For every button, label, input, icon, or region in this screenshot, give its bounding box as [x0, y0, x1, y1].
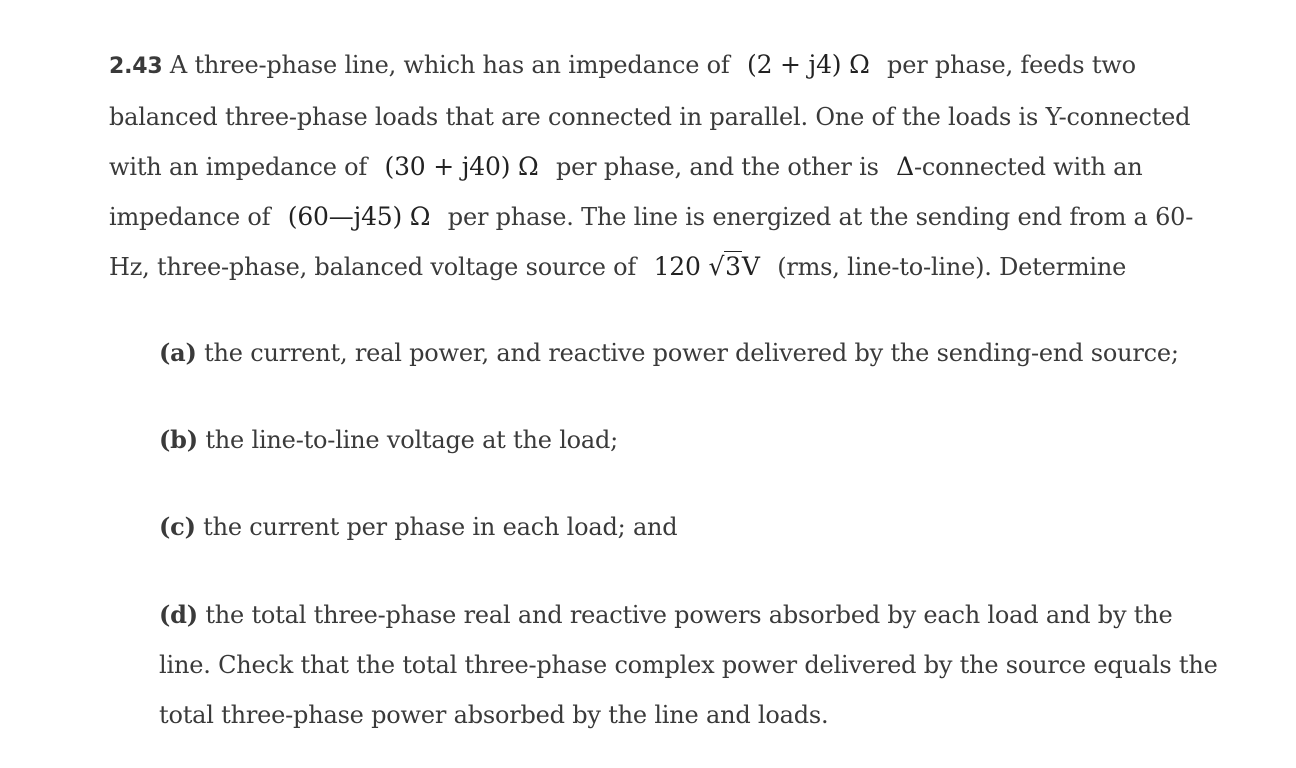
part-text: the total three-phase real and reactive powers absorbed by each load and by the line. Check that the total three-phase complex power delivered by the source equals the total three-phase power absorbed by the line and loads.	[159, 601, 1218, 729]
line-impedance-math: (2 + j4) Ω	[747, 50, 870, 79]
problem-text-5: per phase. The line is energized at the sending end from a 60-Hz, three-phase, balanced voltage source of	[109, 203, 1194, 281]
part-label: (b)	[159, 425, 198, 454]
part-label: (d)	[159, 600, 198, 629]
delta-symbol-math: Δ	[896, 152, 914, 181]
problem-text-1: A three-phase line, which has an impedance of	[169, 51, 730, 79]
sqrt-radicand: 3	[725, 252, 741, 281]
problem-statement	[109, 40, 1219, 292]
part-d	[159, 590, 1219, 740]
problem-number: 2.43	[109, 54, 163, 79]
source-voltage-math	[644, 252, 770, 281]
part-a	[159, 328, 1219, 378]
voltage-coefficient: 120	[653, 252, 701, 281]
problem-text-3: per phase, and the other is	[555, 153, 879, 181]
problem-text-6: (rms, line-to-line). Determine	[777, 253, 1127, 281]
sqrt-sign: √	[708, 252, 725, 281]
problem-text-2: per phase, feeds two balanced three-phase loads that are connected in parallel. One of the loads is Y-connected with an impedance of	[109, 51, 1191, 181]
y-load-impedance-math: (30 + j40) Ω	[384, 152, 539, 181]
part-c	[159, 502, 1219, 552]
sqrt-symbol	[708, 242, 741, 292]
voltage-unit: V	[741, 252, 760, 281]
part-text: the current per phase in each load; and	[203, 513, 678, 541]
problem-text-4: -connected with an impedance of	[109, 153, 1143, 231]
part-label: (a)	[159, 338, 197, 367]
delta-load-impedance-math: (60—j45) Ω	[287, 202, 431, 231]
part-text: the line-to-line voltage at the load;	[205, 426, 619, 454]
part-b	[159, 415, 1219, 465]
part-label: (c)	[159, 512, 196, 541]
part-text: the current, real power, and reactive power delivered by the sending-end source;	[204, 339, 1179, 367]
